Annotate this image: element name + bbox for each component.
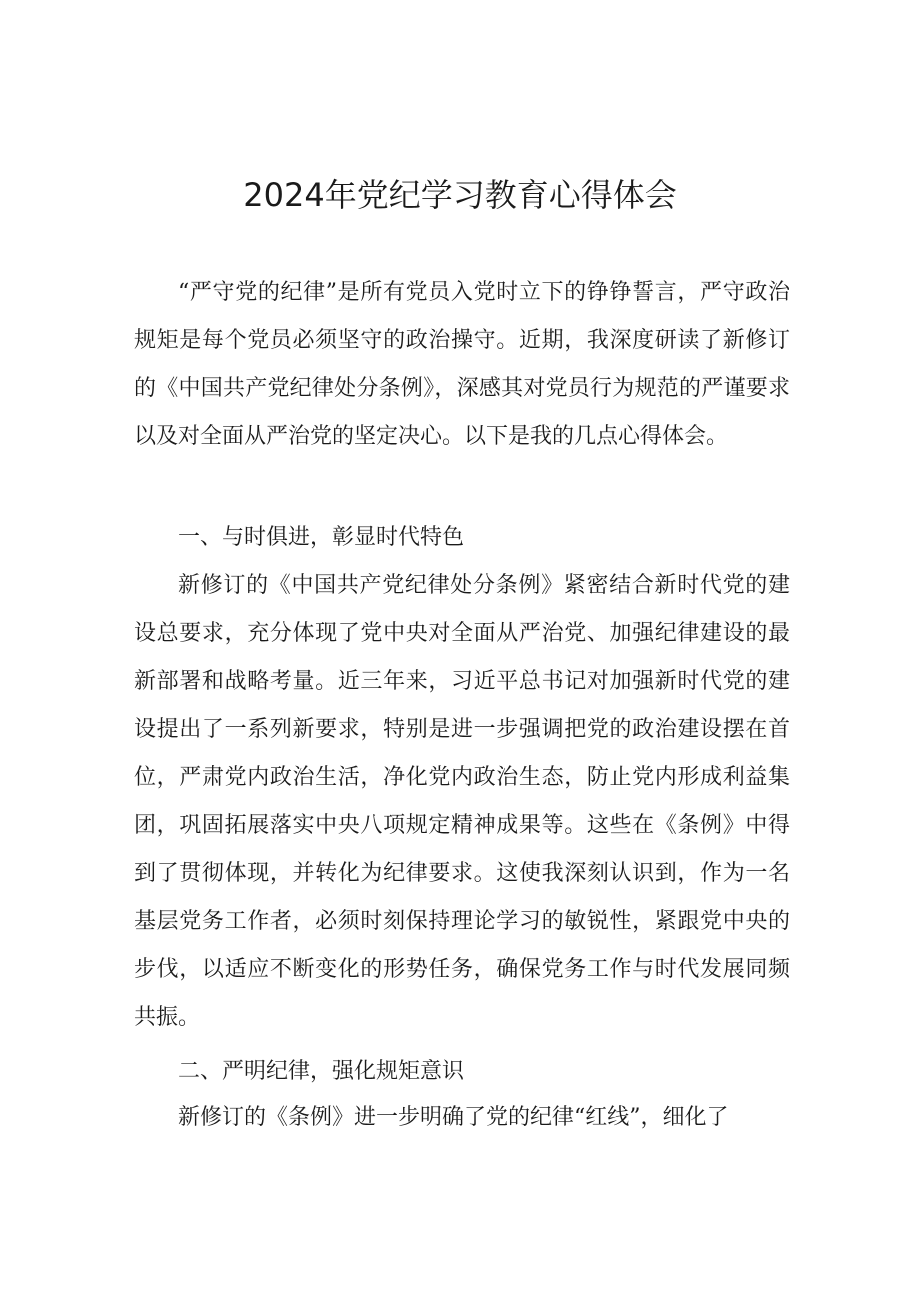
document-title: 2024年党纪学习教育心得体会 <box>243 176 677 214</box>
section-heading-2: 二、严明纪律，强化规矩意识 <box>178 1059 465 1084</box>
section-heading-1: 一、与时俱进，彰显时代特色 <box>178 525 465 550</box>
section-2-paragraph: 新修订的《条例》进一步明确了党的纪律“红线”，细化了 <box>178 1105 729 1130</box>
section-1-paragraph: 新修订的《中国共产党纪律处分条例》紧密结合新时代党的建设总要求，充分体现了党中央对全面从严治党、加强纪律建设的最新部署和战略考量。近三年来，习近平总书记对加强新时代党的建设提出了一系列新要求，特别是进一步强调把党的政治建设摆在首位，严肃党内政治生活，净化党内政治生态，防止党内形成利益集团，巩固拓展落实中央八项规定精神成果等。这些在《条例》中得到了贯彻体现，并转化为纪律要求。这使我深刻认识到，作为一名基层党务工作者，必须时刻保持理论学习的敏锐性，紧跟党中央的步伐，以适应不断变化的形势任务，确保党务工作与时代发展同频共振。 <box>134 573 790 1030</box>
intro-paragraph: “严守党的纪律”是所有党员入党时立下的铮铮誓言，严守政治规矩是每个党员必须坚守的政治操守。近期，我深度研读了新修订的《中国共产党纪律处分条例》，深感其对党员行为规范的严谨要求以及对全面从严治党的坚定决心。以下是我的几点心得体会。 <box>134 280 790 449</box>
